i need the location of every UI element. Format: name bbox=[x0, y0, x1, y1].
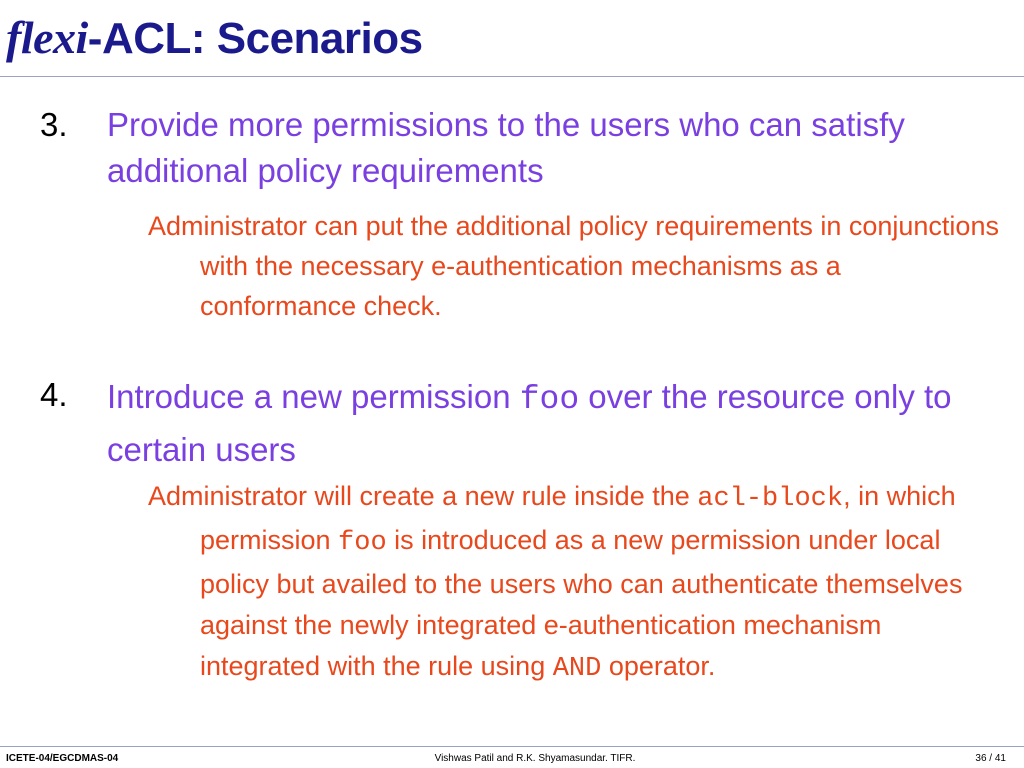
item-detail bbox=[148, 476, 1000, 690]
detail-code-and: AND bbox=[552, 654, 602, 684]
slide-title bbox=[6, 8, 423, 69]
detail-text: is introduced as a new permission under local policy but availed to the users who can authenticate themselves against the newly integrated e-authentication mechanism integrated with the rule using bbox=[200, 525, 963, 681]
footer-divider bbox=[0, 746, 1024, 747]
detail-text: operator. bbox=[601, 651, 716, 681]
footer-authors: Vishwas Patil and R.K. Shyamasundar. TIFR. bbox=[434, 753, 636, 764]
heading-code-foo: foo bbox=[519, 381, 580, 418]
slide-footer bbox=[0, 752, 1024, 766]
heading-text: Introduce a new permission bbox=[107, 378, 520, 415]
detail-code-foo: foo bbox=[338, 528, 387, 558]
item-number: 3. bbox=[40, 106, 68, 143]
detail-text: Administrator will create a new rule inside the bbox=[148, 481, 698, 511]
heading-text: over the resource only to certain users bbox=[107, 378, 952, 468]
item-heading: Provide more permissions to the users who can satisfy additional policy requirements bbox=[107, 106, 905, 189]
detail-text: , in which permission bbox=[200, 481, 956, 555]
footer-page-number: 36 / 41 bbox=[975, 753, 1006, 764]
title-italic-part: flexi bbox=[6, 12, 88, 63]
item-number: 4. bbox=[40, 376, 68, 413]
item-heading bbox=[107, 372, 987, 475]
title-divider bbox=[0, 76, 1024, 77]
detail-code-acl-block: acl-block bbox=[697, 484, 844, 514]
title-main-part: -ACL: Scenarios bbox=[87, 14, 423, 63]
item-detail: Administrator can put the additional policy requirements in conjunctions with the necessary e-authentication mechanisms as a conformance check. bbox=[148, 211, 999, 321]
footer-conference: ICETE-04/EGCDMAS-04 bbox=[6, 753, 119, 764]
